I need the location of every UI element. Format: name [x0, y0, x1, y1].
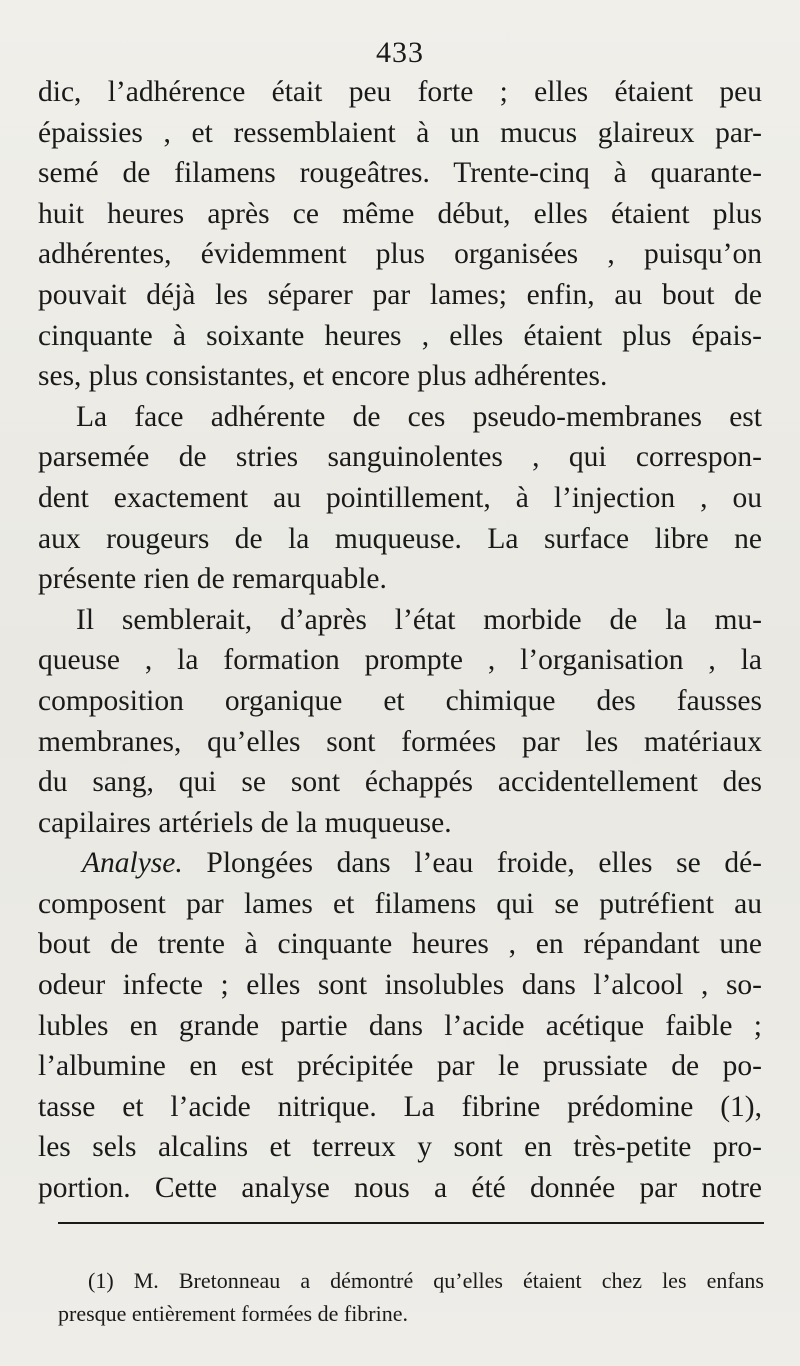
- text-line: capilaires artériels de la muqueuse.: [38, 806, 452, 839]
- text-line: présente rien de remarquable.: [38, 563, 387, 596]
- text-line: composent par lames et filamens qui se putréfient au: [38, 887, 762, 920]
- text-line: pouvait déjà les séparer par lames; enfin, au bout de: [38, 278, 762, 311]
- footnote-line: (1) M. Bretonneau a démontré qu’elles étaient chez les enfans: [88, 1268, 764, 1293]
- text-line: lubles en grande partie dans l’acide acétique faible ;: [38, 1009, 762, 1042]
- body-text: [38, 72, 762, 1209]
- text-line: l’albumine en est précipitée par le prussiate de po-: [38, 1050, 762, 1083]
- analyse-paragraph-line: [38, 843, 762, 884]
- text-line: portion. Cette analyse nous a été donnée par notre: [38, 1172, 762, 1205]
- text-line: parsemée de stries sanguinolentes , qui correspon-: [38, 441, 762, 474]
- text-line: ses, plus consistantes, et encore plus adhérentes.: [38, 360, 608, 393]
- analyse-text: Plongées dans l’eau froide, elles se dé-: [206, 847, 762, 880]
- footnote-line: presque entièrement formées de fibrine.: [58, 1301, 409, 1326]
- text-line: queuse , la formation prompte , l’organisation , la: [38, 644, 762, 677]
- analyse-label: Analyse.: [82, 847, 183, 880]
- footnote-divider: [58, 1222, 764, 1224]
- page-number: 433: [376, 36, 424, 69]
- text-line: épaissies , et ressemblaient à un mucus glaireux par-: [38, 116, 762, 149]
- text-line: huit heures après ce même début, elles étaient plus: [38, 197, 762, 230]
- text-line: dic, l’adhérence était peu forte ; elles étaient peu: [38, 76, 762, 108]
- text-line: les sels alcalins et terreux y sont en très-petite pro-: [38, 1131, 762, 1164]
- text-line: cinquante à soixante heures , elles étaient plus épais-: [38, 319, 762, 352]
- text-line: dent exactement au pointillement, à l’injection , ou: [38, 481, 762, 514]
- text-line: membranes, qu’elles sont formées par les matériaux: [38, 725, 762, 758]
- footnote: [58, 1264, 764, 1330]
- text-line: semé de filamens rougeâtres. Trente-cinq à quarante-: [38, 157, 762, 190]
- paragraph-start-line: La face adhérente de ces pseudo-membranes est: [76, 400, 762, 433]
- paragraph-start-line: Il semblerait, d’après l’état morbide de la mu-: [76, 603, 762, 636]
- text-line: bout de trente à cinquante heures , en répandant une: [38, 928, 762, 961]
- text-line: adhérentes, évidemment plus organisées , puisqu’on: [38, 238, 762, 271]
- text-line: aux rougeurs de la muqueuse. La surface libre ne: [38, 522, 762, 555]
- text-line: composition organique et chimique des fausses: [38, 684, 762, 717]
- text-line: odeur infecte ; elles sont insolubles dans l’alcool , so-: [38, 969, 762, 1002]
- text-line: du sang, qui se sont échappés accidentellement des: [38, 766, 762, 799]
- text-line: tasse et l’acide nitrique. La fibrine prédomine (1),: [38, 1090, 762, 1123]
